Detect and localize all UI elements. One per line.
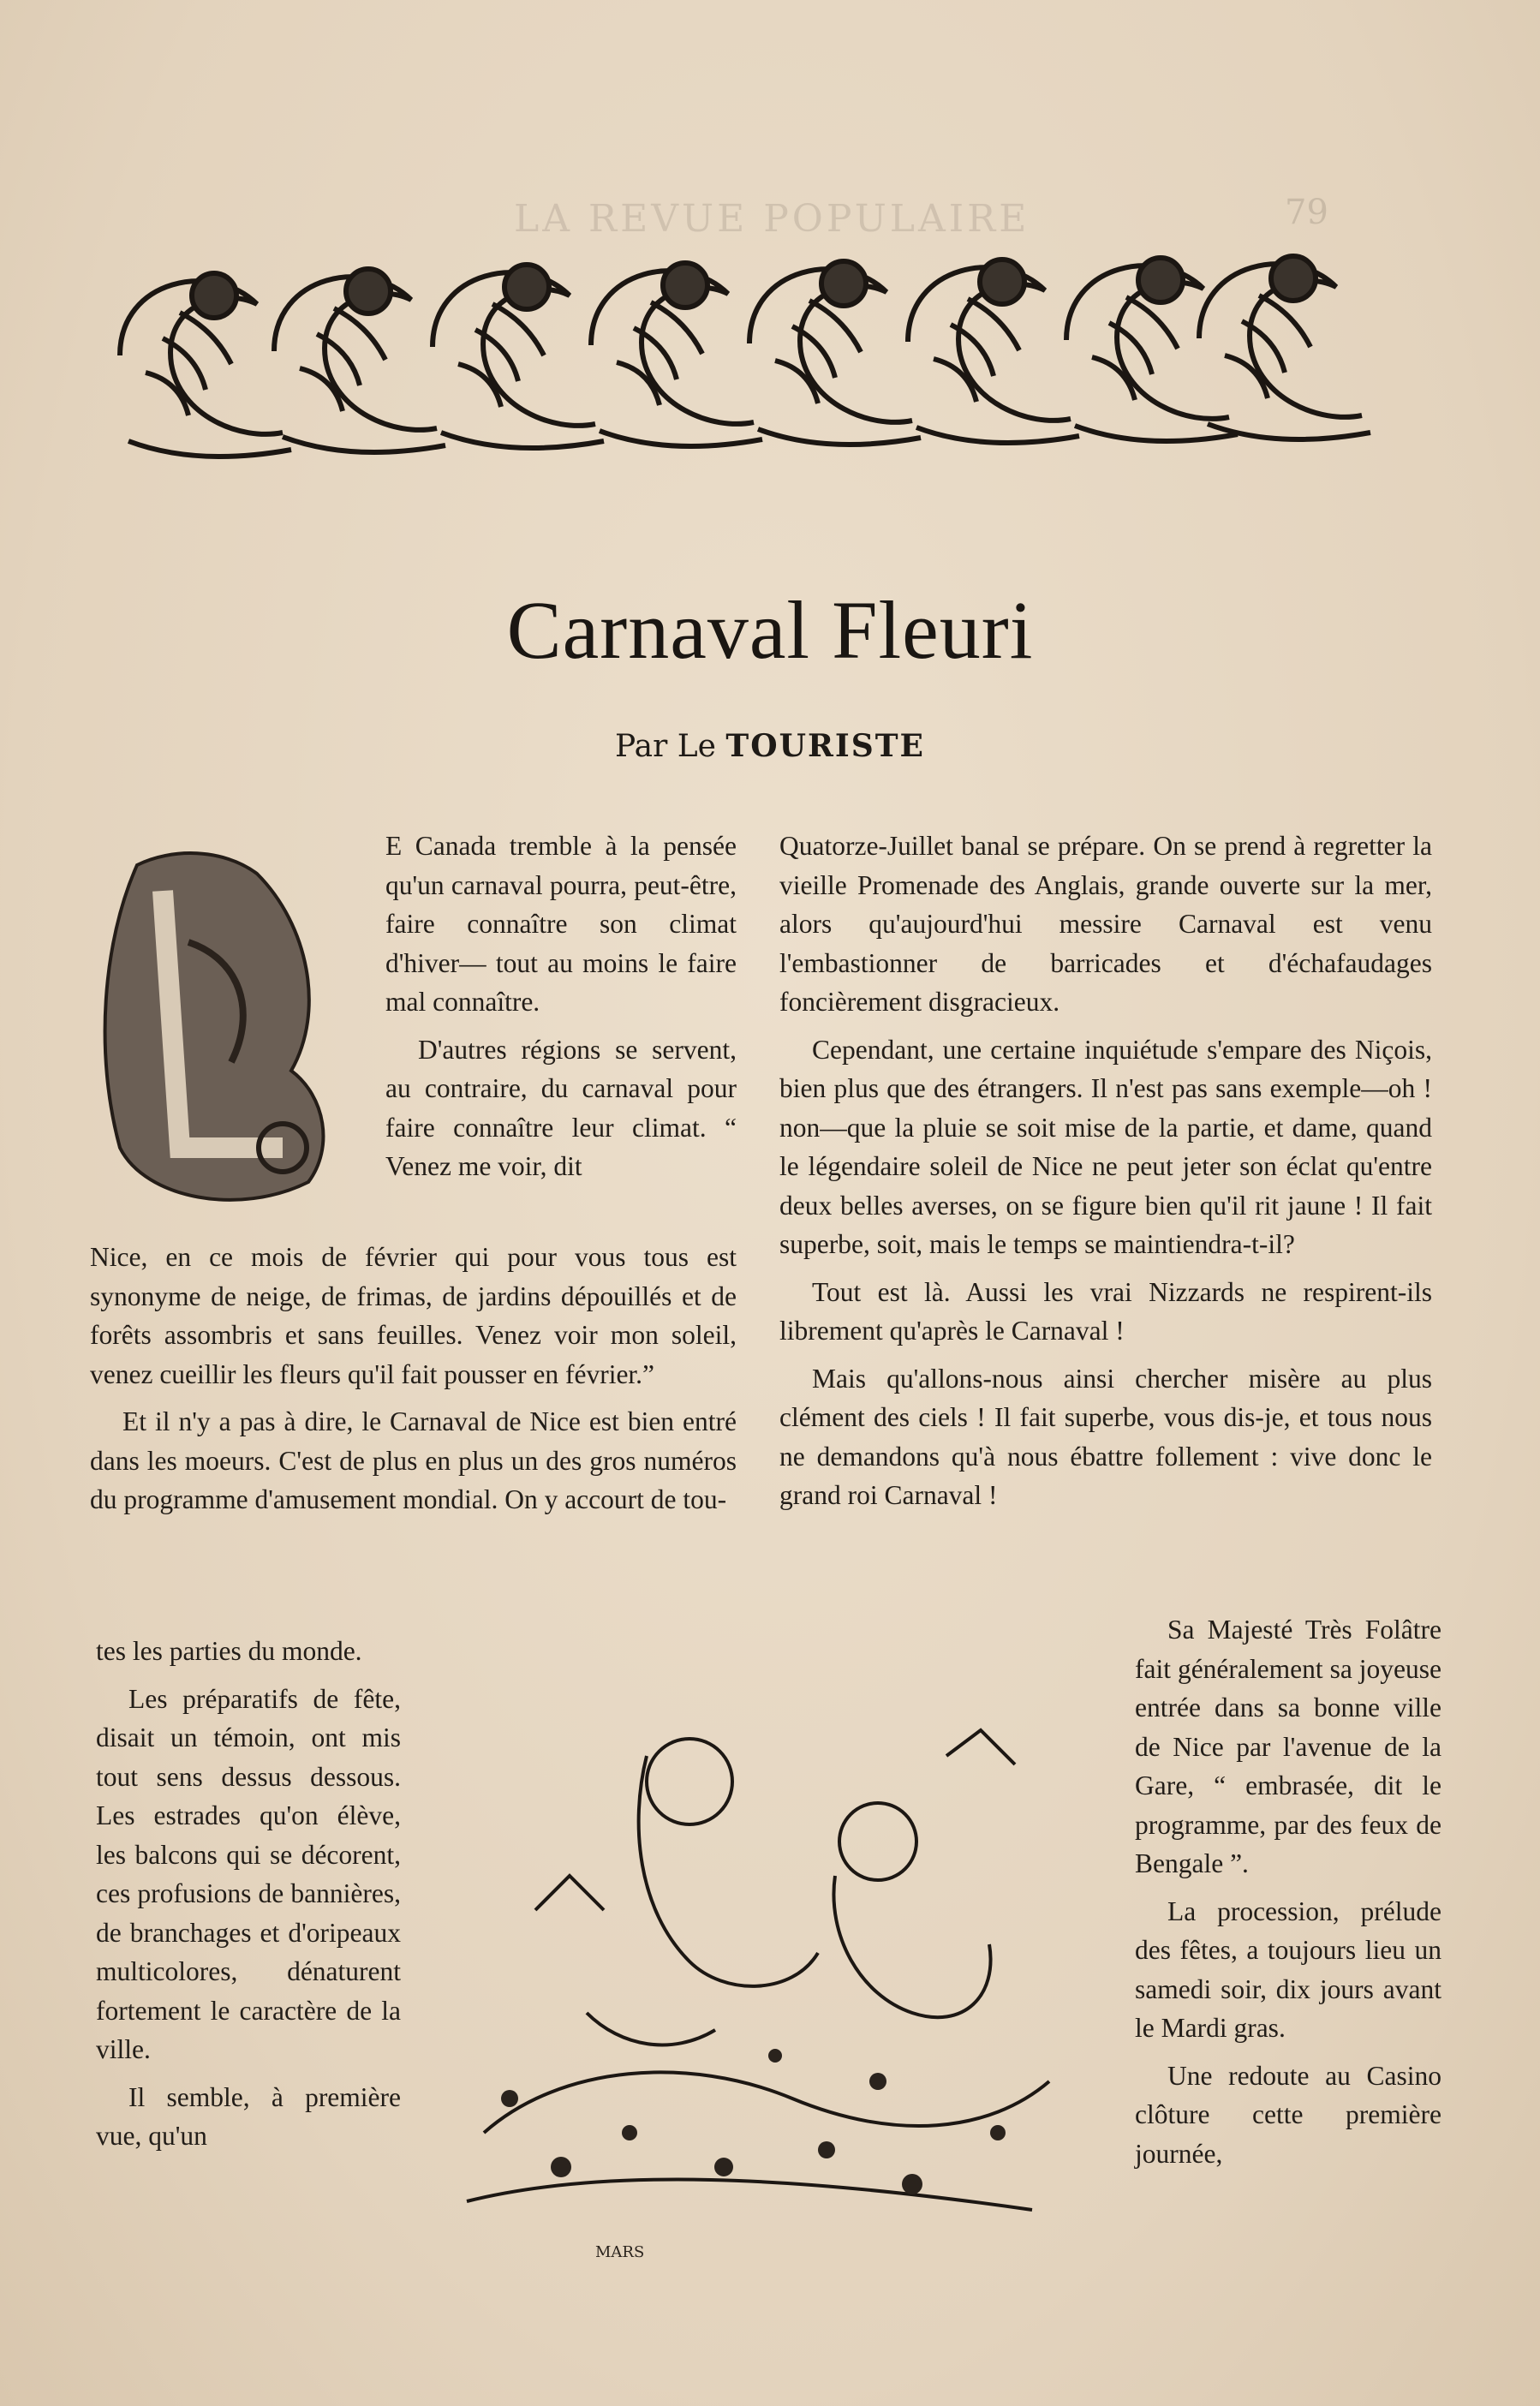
paragraph: Quatorze-Juillet banal se prépare. On se prend à regretter la vieille Promenade des Anglais, grande ouverte sur la mer, alors qu'aujourd'hui messire Carnaval est venu l'embastionner de barricades et d'échafaudages foncièrement disgracieux. xyxy=(779,831,1432,1017)
column-right-bottom xyxy=(1135,1610,1442,2182)
paragraph: Les préparatifs de fête, disait un témoin, ont mis tout sens dessus dessous. Les estrades qu'on élève, les balcons qui se décorent, ces profusions de bannières, de branchages et d'oripeaux multicolores, dénaturent fortement le caractère de la ville. xyxy=(96,1683,401,2064)
byline-prefix: Par Le xyxy=(615,729,716,764)
column-left-bottom xyxy=(96,1632,401,2164)
article-title: Carnaval Fleuri xyxy=(506,584,1034,676)
paragraph: Mais qu'allons-nous ainsi chercher misère au plus clément des ciels ! Il fait superbe, vous dis-je, et tous nous ne demandons qu'à nous ébattre follement : vive donc le grand roi Carnaval ! xyxy=(779,1363,1432,1510)
bleed-through-page-number: 79 xyxy=(1285,193,1328,232)
paragraph: Cependant, une certaine inquiétude s'empare des Niçois, bien plus que des étrangers. Il n'est pas sans exemple—oh ! non—que la pluie se soit mise de la partie, et dame, quand le légendaire soleil de Nice ne peut jeter son éclat qu'entre deux belles averses, on se figure bien qu'il rit jaune ! Il fait superbe, soit, mais le temps se maintiendra-t-il? xyxy=(779,1034,1432,1259)
paragraph: Il semble, à première vue, qu'un xyxy=(96,2081,401,2151)
ornament-scroll xyxy=(120,273,291,457)
paragraph: Et il n'y a pas à dire, le Carnaval de Nice est bien entré dans les moeurs. C'est de plus en plus un des gros numéros du programme d'amusement mondial. On y accourt de tou- xyxy=(90,1406,737,1514)
paragraph: E Canada tremble à la pensée qu'un carnaval pourra, peut-être, faire connaître son climat d'hiver— tout au moins le faire mal connaître. xyxy=(385,831,737,1017)
column-left-top xyxy=(385,827,737,1195)
illustration-signature: MARS xyxy=(595,2243,645,2261)
paragraph: Une redoute au Casino clôture cette première journée, xyxy=(1135,2060,1442,2169)
paragraph: tes les parties du monde. xyxy=(96,1636,362,1666)
article-byline xyxy=(0,728,1540,764)
carnival-parade-illustration xyxy=(433,1653,1109,2270)
byline-author: TOURISTE xyxy=(725,728,925,764)
paragraph: La procession, prélude des fêtes, a toujours lieu un samedi soir, dix jours avant le Mardi gras. xyxy=(1135,1896,1442,2043)
paragraph: Tout est là. Aussi les vrai Nizzards ne respirent-ils librement qu'après le Carnaval ! xyxy=(779,1276,1432,1346)
paragraph: D'autres régions se servent, au contraire, du carnaval pour faire connaître leur climat. “ Venez me voir, dit xyxy=(385,1034,737,1181)
column-left-mid xyxy=(90,1238,737,1528)
column-right-top xyxy=(779,827,1432,1524)
paragraph: Nice, en ce mois de février qui pour vous tous est synonyme de neige, de frimas, de jardins dépouillés et de forêts assombris et sans feuilles. Venez voir mon soleil, venez cueillir les fleurs qu'il fait pousser en février.” xyxy=(90,1242,737,1389)
bleed-through-header: LA REVUE POPULAIRE xyxy=(514,197,1030,241)
floral-ornament-banner xyxy=(111,244,1379,501)
drop-cap-l-illustration xyxy=(86,839,343,1221)
paragraph: Sa Majesté Très Folâtre fait généralement sa joyeuse entrée dans sa bonne ville de Nice par l'avenue de la Gare, “ embrasée, dit le programme, par des feux de Bengale ”. xyxy=(1135,1615,1442,1878)
